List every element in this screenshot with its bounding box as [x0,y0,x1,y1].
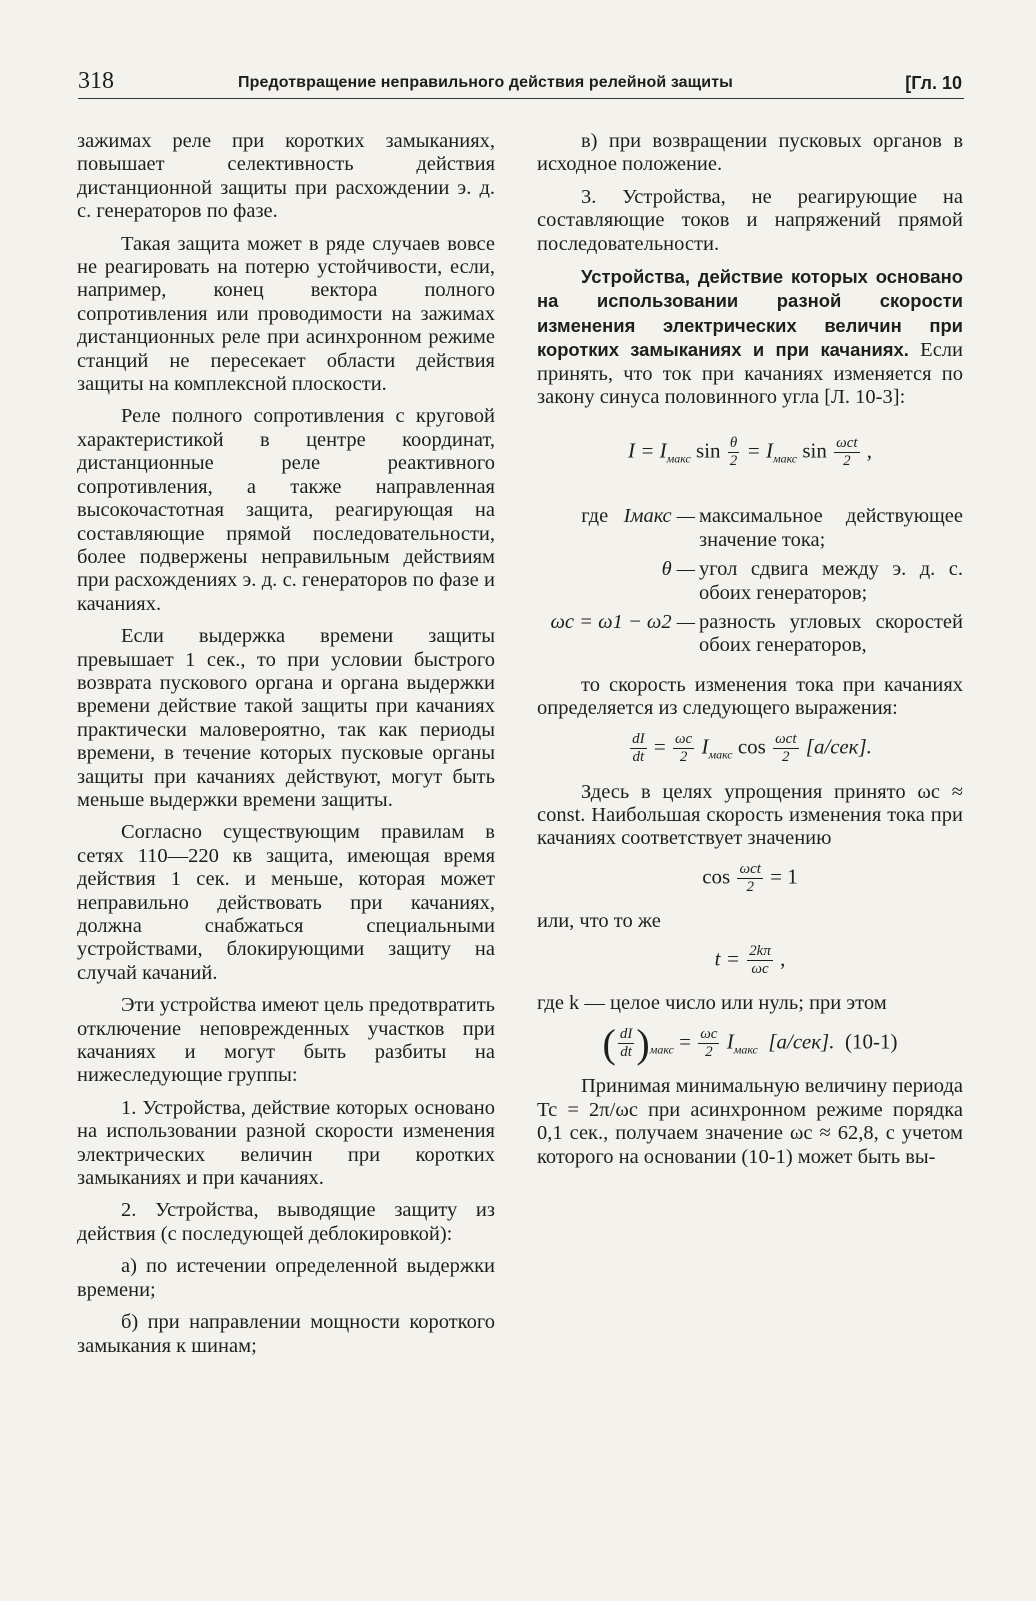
numerator: ωc [674,730,693,747]
list-item-group-1: 1. Устройства, действие которых основано на использовании разной скорости изменения электрических величин при коротких замыканиях и при качаниях. [77,1096,495,1190]
formula-term: = I [746,438,773,463]
fraction [698,1026,719,1061]
paragraph: Согласно существующим правилам в сетях 110—220 кв защита, имеющая время действия 1 сек. и меньше, которая может неправильно действовать при качаниях, должна снабжаться специальными устройствами, блокирующими защиту на случай качаний. [77,821,495,984]
numerator: 2kπ [749,943,771,960]
denominator: ωc [751,961,769,978]
fraction [747,943,773,978]
paragraph: Если выдержка времени защиты превышает 1 сек., то при условии быстрого возврата пускового органа и органа выдержки времени действие такой защиты при качаниях практически маловероятно, так как периоды времени, в течение которых пусковые органы защиты при качаниях действуют, могут быть меньше выдержки времени защиты. [77,625,495,811]
definition-text: угол сдвига между э. д. с. обоих генераторов; [699,558,963,604]
paragraph: Реле полного сопротивления с круговой характеристикой в центре координат, дистанционные реле реактивного сопротивления, а также направленная высокочастотная защита, реагирующая на составляющие прямой последовательности, более подвержены неправильным действиям при расхождениях э. д. с. генераторов по фазе и качаниях. [77,405,495,615]
formula-cos-max [537,861,963,896]
formula-unit: [а/сек]. [768,1028,835,1053]
page-header [78,64,964,99]
symbol-definitions [537,505,963,663]
list-item-group-2: 2. Устройства, выводящие защиту из действия (с последующей деблокировкой): [77,1199,495,1245]
definition-text: разность угловых скоростей обоих генераторов, [699,611,963,657]
formula-operator: = [679,1028,691,1053]
formula-term: I [701,733,709,758]
numerator: ωct [739,860,761,877]
where-word: где [581,505,609,528]
formula-function: sin [802,438,827,463]
denominator: 2 [746,878,754,895]
numerator: θ [728,435,740,453]
paragraph: Такая защита может в ряде случаев вовсе не реагировать на потерю устойчивости, если, например, конец вектора полного сопротивления или проводимости на зажимах дистанционных реле при асинхронном режиме станций не пересекает области действия защиты на комплексной плоскости. [77,232,495,396]
numerator: ωct [836,435,858,452]
formula-punct: , [780,946,786,971]
denominator: 2 [782,748,790,765]
left-column [77,130,495,1367]
denominator: 2 [843,453,851,470]
paragraph: где k — целое число или нуль; при этом [537,992,887,1015]
fraction [673,731,694,766]
paragraph: Эти устройства имеют цель предотвратить отключение неповрежденных участков при качаниях и могут быть разбиты на нижеследующие группы: [77,994,495,1087]
formula-term: I = I [627,438,667,463]
equation-number: (10-1) [844,1028,898,1053]
section-lead-bold: Устройства, действие которых основано на использовании разной скорости изменения электрических величин при коротких замыканиях и при качаниях. [537,266,963,361]
paragraph: то скорость изменения тока при качаниях определяется из следующего выражения: [537,673,963,720]
list-item-group-3: 3. Устройства, не реагирующие на составляющие токов и напряжений прямой последовательности. [537,185,963,255]
list-subitem-a: а) по истечении определенной выдержки времени; [77,1255,495,1301]
definition-symbol: ωc = ω1 − ω2 — [550,611,695,633]
formula-subscript: макс [708,747,733,762]
list-subitem-c: в) при возвращении пусковых органов в исходное положение. [537,130,963,176]
formula-subscript: макс [772,451,798,466]
formula-time [537,943,963,978]
formula-subscript: макс [666,451,691,466]
definition-symbol [537,505,695,558]
fraction [737,861,762,896]
paragraph [537,265,963,409]
fraction [834,435,859,470]
denominator: 2 [729,453,738,470]
fraction [773,731,798,766]
chapter-label: [Гл. 10 [905,73,962,93]
formula-function: cos [702,864,731,889]
paragraph: или, что то же [537,909,661,932]
numerator: ωc [700,1025,718,1042]
denominator: dt [632,748,645,765]
formula-function: cos [737,733,766,758]
formula-subscript: макс [733,1042,758,1057]
formula-current-derivative [537,731,963,767]
definition-symbol: θ — [661,558,695,581]
formula-current-sine [537,435,963,471]
formula-term: t = [714,946,740,971]
fraction [630,731,647,766]
page-number: 318 [78,68,114,94]
paren-close: ) [636,1020,650,1066]
formula-function: sin [696,438,721,463]
formula-term: I [726,1028,734,1053]
paren-open: ( [602,1020,616,1066]
paragraph: Здесь в целях упрощения принято ωc ≈ const. Наибольшая скорость изменения тока при качаниях соответствует значению [537,780,963,850]
numerator: ωct [775,730,797,747]
paragraph: Принимая минимальную величину периода Tc = 2π/ωc при асинхронном режиме порядка 0,1 сек., получаем значение ωc ≈ 62,8, с учетом которого на основании (10-1) может быть вы- [537,1075,963,1168]
denominator: 2 [705,1043,713,1060]
paragraph-text: Если принять, что ток при качаниях изменяется по закону синуса половинного угла [Л. 10-3]: [537,339,963,409]
formula-subscript: макс [649,1042,674,1057]
fraction [728,435,740,470]
formula-10-1 [537,1020,963,1066]
paragraph: зажимах реле при коротких замыканиях, повышает селективность действия дистанционной защиты при расхождении э. д. с. генераторов по фазе. [77,130,495,223]
formula-unit: [а/сек]. [805,733,872,758]
running-title: Предотвращение неправильного действия релейной защиты [238,74,733,91]
denominator: 2 [679,748,688,765]
fraction [618,1026,635,1061]
formula-punct: , [866,438,873,463]
definition-text: максимальное действующее значение тока; [699,505,963,551]
symbol-text: Iмакс — [623,505,695,528]
numerator: dI [632,730,645,747]
formula-operator: = [653,733,666,758]
right-column [537,130,963,1178]
formula-term: = 1 [770,864,798,889]
denominator: dt [620,1043,632,1060]
list-subitem-b: б) при направлении мощности короткого замыкания к шинам; [77,1311,495,1357]
numerator: dI [619,1025,633,1042]
